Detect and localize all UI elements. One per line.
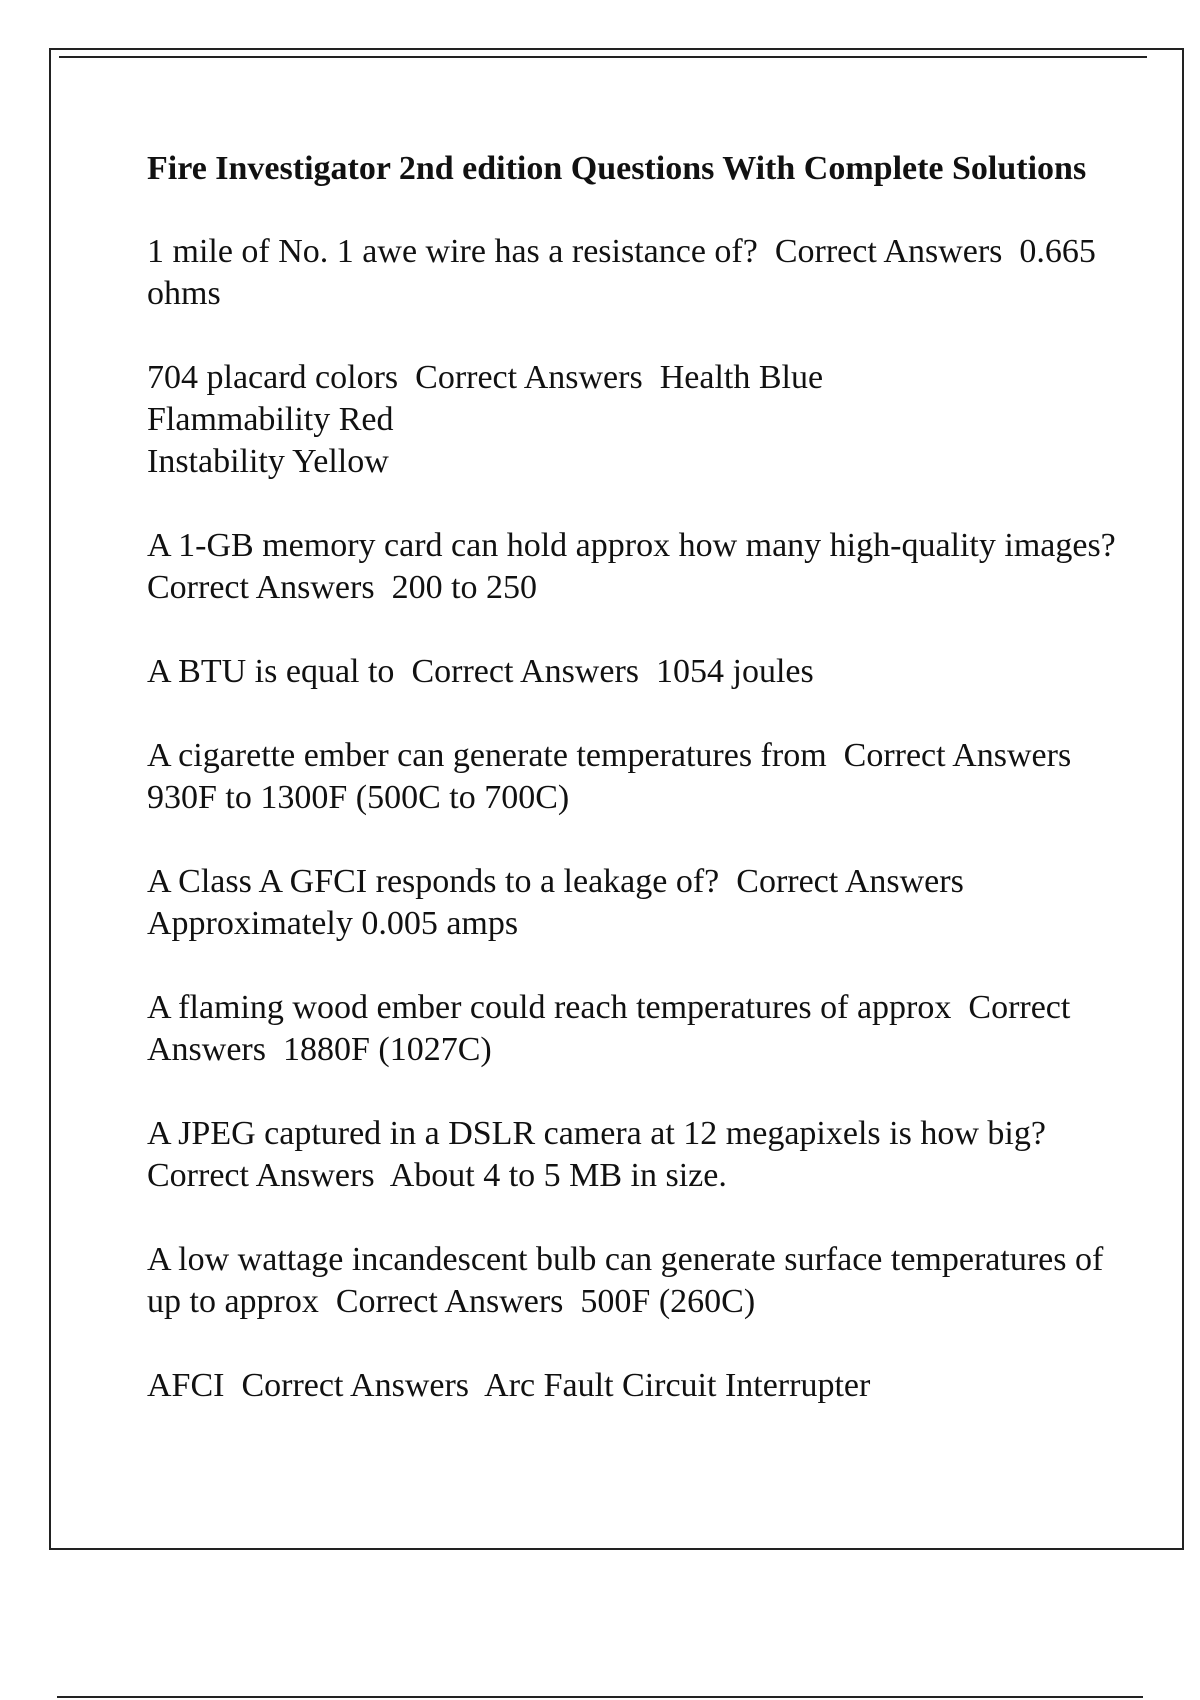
answer-label: Correct Answers (147, 989, 1077, 1068)
answer-text: 200 to 250 (391, 569, 538, 606)
footer-rule (57, 1696, 1143, 1698)
answer-text: 930F to 1300F (500C to 700C) (147, 779, 570, 816)
qa-item (147, 987, 1137, 1071)
question-text: A 1-GB memory card can hold approx how many high-quality images? (147, 527, 1116, 564)
question-text: AFCI (147, 1367, 225, 1404)
qa-item (147, 525, 1137, 609)
header-rule (59, 56, 1147, 58)
question-text: A flaming wood ember could reach temperatures of approx (147, 989, 952, 1026)
qa-item (147, 735, 1137, 819)
answer-text: Health Blue Flammability Red Instability Yellow (147, 359, 824, 480)
answer-text: Arc Fault Circuit Interrupter (484, 1367, 871, 1404)
answer-text: 1880F (1027C) (282, 1031, 492, 1068)
qa-item (147, 231, 1137, 315)
answer-text: 500F (260C) (580, 1283, 756, 1320)
question-text: A JPEG captured in a DSLR camera at 12 megapixels is how big? (147, 1115, 1046, 1152)
question-text: 704 placard colors (147, 359, 399, 396)
answer-text: About 4 to 5 MB in size. (389, 1157, 727, 1194)
qa-item (147, 357, 1137, 483)
answer-label: Correct Answers (736, 863, 964, 900)
qa-item (147, 1113, 1137, 1197)
answer-label: Correct Answers (147, 569, 375, 606)
document-title: Fire Investigator 2nd edition Questions With Complete Solutions (147, 150, 1087, 187)
answer-label: Correct Answers (411, 653, 639, 690)
question-text: A BTU is equal to (147, 653, 395, 690)
question-text: A cigarette ember can generate temperatures from (147, 737, 827, 774)
answer-label: Correct Answers (415, 359, 643, 396)
answer-label: Correct Answers (241, 1367, 470, 1404)
qa-item (147, 1365, 1137, 1407)
qa-item (147, 651, 1137, 693)
page-frame (49, 48, 1184, 1550)
answer-text: 0.665 ohms (147, 233, 1105, 312)
answer-label: Correct Answers (147, 1157, 375, 1194)
document-body (147, 148, 1137, 1449)
question-text: A Class A GFCI responds to a leakage of? (147, 863, 720, 900)
question-text: 1 mile of No. 1 awe wire has a resistance of? (147, 233, 758, 270)
answer-text: 1054 joules (656, 653, 814, 690)
answer-label: Correct Answers (774, 233, 1003, 270)
answer-label: Correct Answers (335, 1283, 564, 1320)
qa-item (147, 1239, 1137, 1323)
answer-text: Approximately 0.005 amps (147, 905, 519, 942)
question-text: A low wattage incandescent bulb can generate surface temperatures of up to approx (147, 1241, 1112, 1320)
answer-label: Correct Answers (843, 737, 1072, 774)
qa-item (147, 861, 1137, 945)
